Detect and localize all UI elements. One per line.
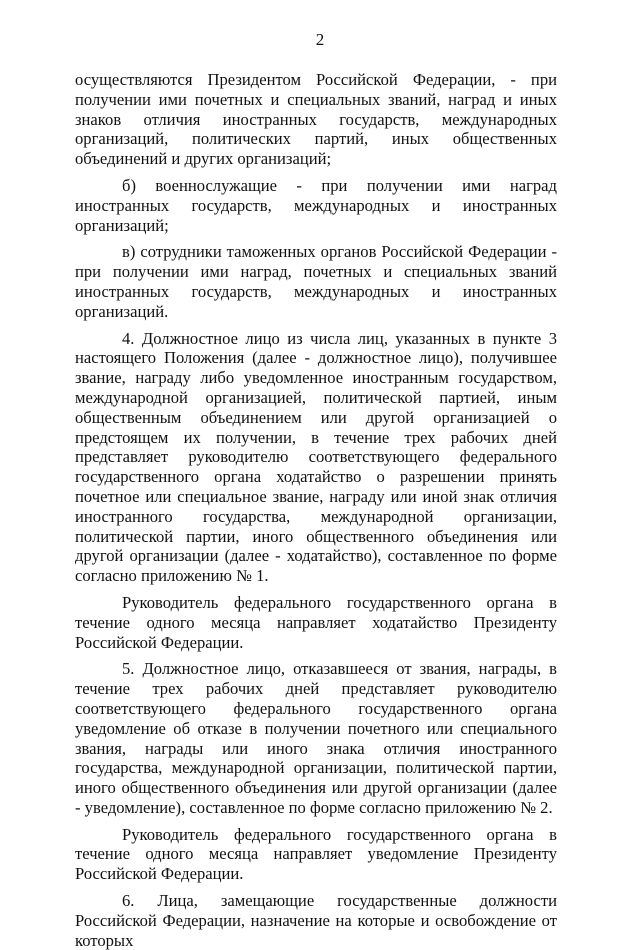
paragraph-clause-6: 6. Лица, замещающие государственные должности Российской Федерации, назначение на которые и освобождение от которых	[75, 891, 557, 950]
paragraph-clause-5: 5. Должностное лицо, отказавшееся от звания, награды, в течение трех рабочих дней представляет руководителю соответствующего федерального государственного органа уведомление об отказе в получении почетного или специального звания, награды или иного знака отличия иностранного государства, международной организации, политической партии, иного общественного объединения или другой организации (далее - уведомление), составленное по форме согласно приложению № 2.	[75, 659, 557, 817]
paragraph-clause-5-head-action: Руководитель федерального государственного органа в течение одного месяца направляет уведомление Президенту Российской Федерации.	[75, 824, 557, 884]
paragraph-continuation: осуществляются Президентом Российской Федерации, - при получении ими почетных и специальных званий, наград и иных знаков отличия иностранных государств, международных организаций, политических партий, иных общественных объединений и других организаций;	[75, 70, 557, 169]
document-body	[75, 70, 557, 950]
paragraph-item-b: б) военнослужащие - при получении ими наград иностранных государств, международных и иностранных организаций;	[75, 175, 557, 235]
page-number: 2	[315, 30, 325, 49]
paragraph-clause-4: 4. Должностное лицо из числа лиц, указанных в пункте 3 настоящего Положения (далее - должностное лицо), получившее звание, награду либо уведомленное иностранным государством, международной организацией, политической партией, иным общественным объединением или другой организацией о предстоящем их получении, в течение трех рабочих дней представляет руководителю соответствующего федерального государственного органа ходатайство о разрешении принять почетное или специальное звание, награду или иной знак отличия иностранного государства, международной организации, политической партии, иного общественного объединения или другой организации (далее - ходатайство), составленное по форме согласно приложению № 1.	[75, 328, 557, 586]
paragraph-item-v: в) сотрудники таможенных органов Российской Федерации - при получении ими наград, почетных и специальных званий иностранных государств, международных и иностранных организаций.	[75, 242, 557, 321]
paragraph-clause-4-head-action: Руководитель федерального государственного органа в течение одного месяца направляет ходатайство Президенту Российской Федерации.	[75, 592, 557, 652]
